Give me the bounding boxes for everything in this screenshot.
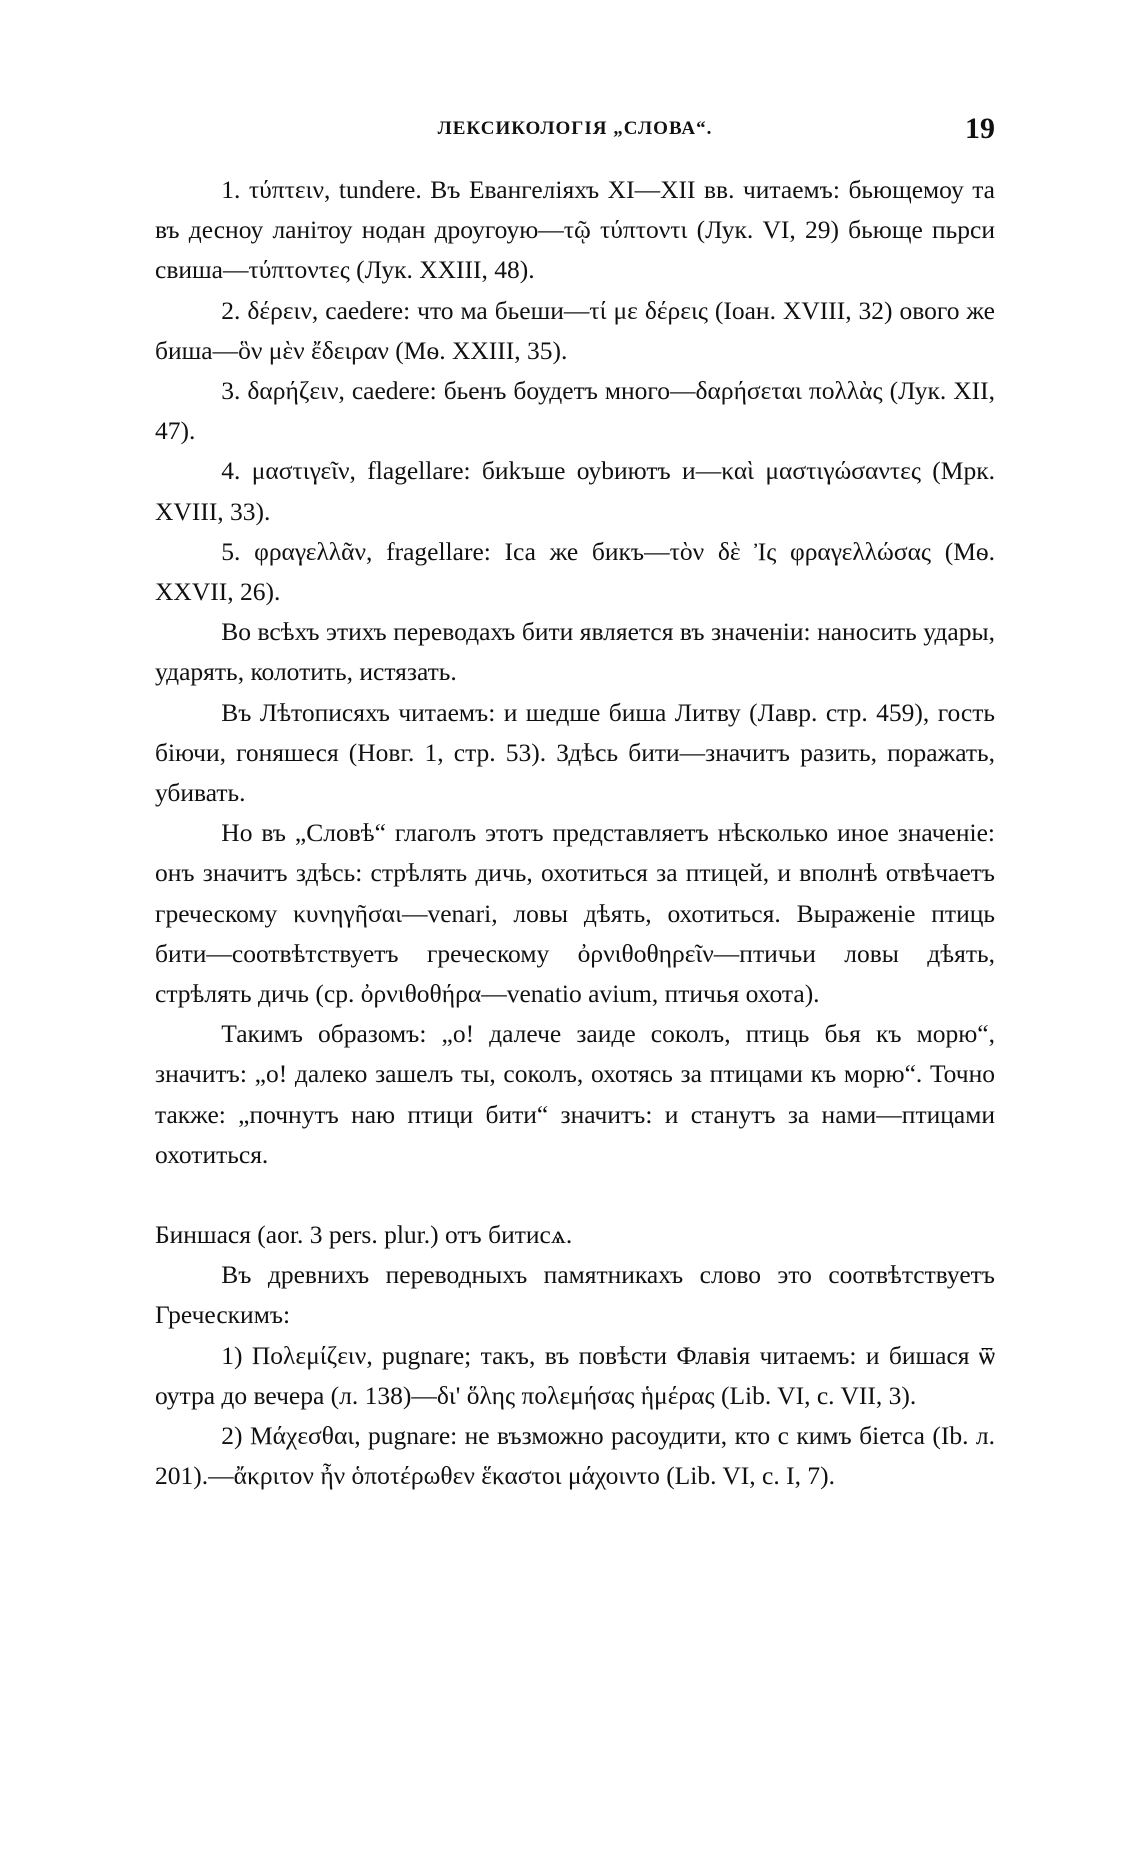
paragraph-meaning: Во всѣхъ этихъ переводахъ бити является въ значеніи: наносить удары, ударять, колотить, истязать. (155, 617, 995, 687)
paragraph-item-4: 4. μαστιγεῖν, flagellare: биkъше оуbиютъ и—καὶ μαστιγώσαντες (Мрк. XVIII, 33). (155, 456, 995, 526)
paragraph-item-1: 1. τύπτειν, tundere. Въ Евангеліяхъ XI—XII вв. читаемъ: бьющемоу та въ десноу ланітоу нодан дроугоую—τῷ τύπτοντι (Лук. VI, 29) бьюще пьрси свиша—τύπτοντες (Лук. XXIII, 48). (155, 175, 995, 285)
body-text (155, 170, 995, 1497)
paragraph-chronicles: Въ Лѣтописяхъ читаемъ: и шедше биша Литву (Лавр. стр. 459), гость біючи, гоняшеся (Новг. 1, стр. 53). Здѣсь бити—значитъ разить, поражать, убивать. (155, 697, 995, 808)
paragraph-slovo: Но въ „Словѣ“ глаголъ этотъ представляетъ нѣсколько иное значеніе: онъ значитъ здѣсь: стрѣлять дичь, охотиться за птицей, и вполнѣ отвѣчаетъ греческому κυνηγῆσαι—venari, ловы дѣять, охотиться. Выраженіе птиць бити—соотвѣтствуетъ греческому ὀρνιθοθηρεῖν—птичьи ловы дѣять, стрѣлять дичь (ср. ὀρνιθοθήρα—venatio avium, птичья охота). (155, 818, 995, 1009)
page-header (155, 112, 995, 152)
paragraph-item-3: 3. δαρήζειν, caedere: бьенъ боудетъ много—δαρήσεται πολλὰς (Лук. XII, 47). (155, 376, 995, 446)
paragraph-conclusion: Такимъ образомъ: „о! далече заиде соколъ, птиць бья къ морю“, значитъ: „о! далеко зашелъ ты, соколъ, охотясь за птицами къ морю“. Точно также: „почнутъ наю птици бити“ значитъ: и станутъ за нами—птицами охотиться. (155, 1019, 995, 1169)
running-head: ЛЕКСИКОЛОГІЯ „СЛОВА“. (437, 118, 713, 139)
paragraph-machesthai: 2) Μάχεσθαι, pugnare: не възможно расоудити, кто с кимъ біетса (Ib. л. 201).—ἄκριτον ἦν ὁποτέρωθεν ἕκαστοι μάχοιντο (Lib. VI, c. I, 7). (155, 1421, 995, 1491)
paragraph-item-5: 5. φραγελλᾶν, fragellare: Іса же бикъ—τὸν δὲ Ἰς φραγελλώσας (Мѳ. XXVII, 26). (155, 536, 995, 607)
entry-heading: Биншася (aor. 3 pers. plur.) отъ битисѧ. (155, 1220, 573, 1250)
page-number: 19 (965, 112, 995, 145)
paragraph-polemizein: 1) Πολεμίζειν, pugnare; такъ, въ повѣсти Флавія читаемъ: и бишася ѿ оутра до вечера (л. 138)—δι' ὅλης πολεμήσας ἡμέρας (Lib. VI, c. VII, 3). (155, 1340, 995, 1410)
paragraph-item-2: 2. δέρειν, caedere: что ма бьеши—τί με δέρεις (Іоан. XVIII, 32) ового же биша—ὃν μὲν ἔδειραν (Мѳ. XXIII, 35). (155, 295, 995, 365)
paragraph-translations: Въ древнихъ переводныхъ памятникахъ слово это соотвѣтствуетъ Греческимъ: (155, 1260, 995, 1330)
